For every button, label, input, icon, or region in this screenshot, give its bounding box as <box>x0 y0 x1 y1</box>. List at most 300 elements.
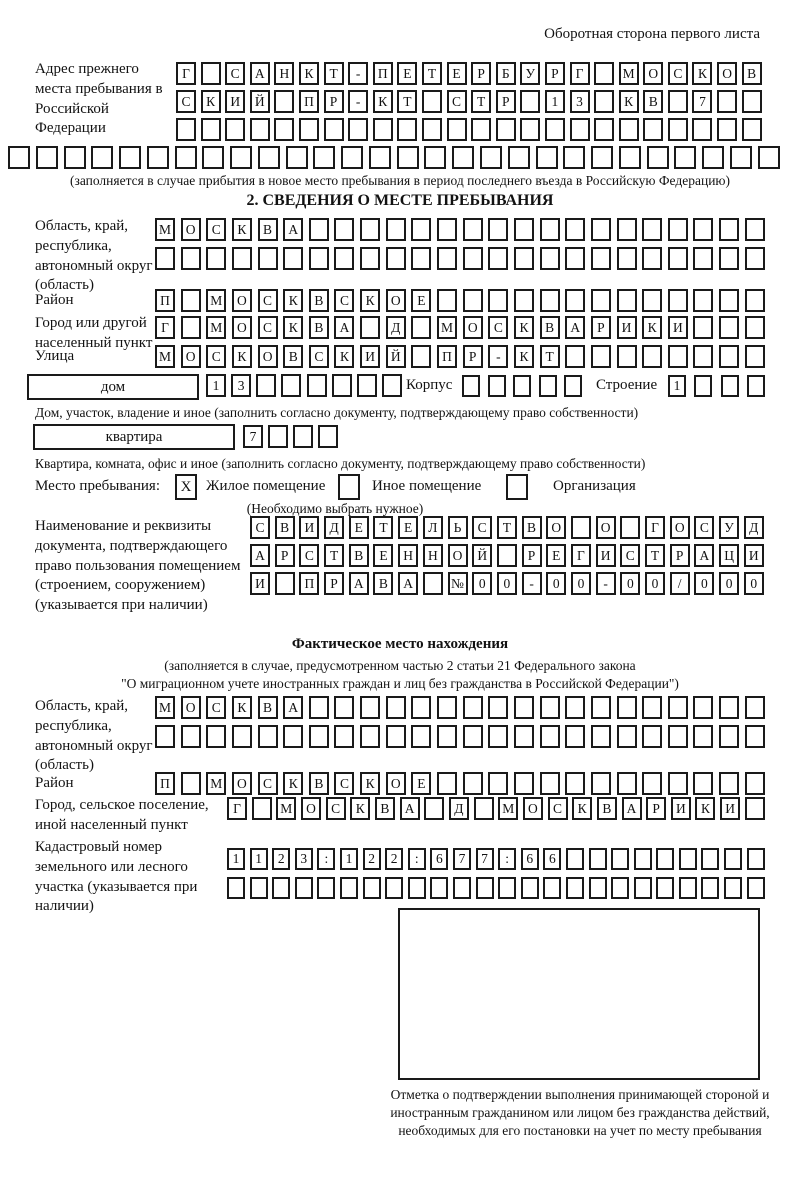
char-cell <box>474 797 494 820</box>
char-cell: 2 <box>363 848 381 870</box>
char-cell <box>268 425 288 448</box>
char-cell <box>591 345 611 368</box>
option-other-premises-label: Иное помещение <box>372 478 482 494</box>
char-cell: К <box>373 90 393 113</box>
char-cell <box>360 316 380 339</box>
char-cell <box>281 374 301 397</box>
char-cell: № <box>448 572 468 595</box>
char-cell: - <box>348 90 368 113</box>
actual-region-label: Область, край, республика, автономный округ (область) <box>35 698 153 774</box>
char-cell: К <box>514 316 534 339</box>
char-cell <box>334 247 354 270</box>
char-cell: Ц <box>719 544 739 567</box>
char-cell <box>565 345 585 368</box>
char-cell: А <box>565 316 585 339</box>
char-cell: Т <box>471 90 491 113</box>
char-cell: Е <box>349 516 369 539</box>
street-row <box>155 345 765 368</box>
checkbox-other-premises <box>338 474 360 500</box>
char-cell: 3 <box>295 848 313 870</box>
char-cell: 1 <box>545 90 565 113</box>
char-cell: Д <box>386 316 406 339</box>
char-cell <box>591 146 613 169</box>
char-cell: К <box>572 797 592 820</box>
char-cell <box>437 218 457 241</box>
char-cell: Д <box>324 516 344 539</box>
char-cell: М <box>155 696 175 719</box>
char-cell: 7 <box>243 425 263 448</box>
char-cell <box>497 544 517 567</box>
confirmation-mark-box <box>398 908 760 1080</box>
char-cell <box>437 696 457 719</box>
char-cell <box>656 877 674 899</box>
char-cell: И <box>744 544 764 567</box>
char-cell <box>463 218 483 241</box>
char-cell <box>513 375 531 397</box>
char-cell: В <box>275 516 295 539</box>
char-cell: С <box>206 218 226 241</box>
char-cell: 0 <box>546 572 566 595</box>
char-cell: И <box>720 797 740 820</box>
char-cell <box>295 877 313 899</box>
char-cell <box>719 772 739 795</box>
char-cell <box>730 146 752 169</box>
char-cell: С <box>694 516 714 539</box>
char-cell: Р <box>471 62 491 85</box>
char-cell <box>747 848 765 870</box>
prev-address-row2 <box>176 90 762 113</box>
char-cell: 0 <box>719 572 739 595</box>
char-cell <box>514 218 534 241</box>
char-cell <box>386 696 406 719</box>
char-cell: С <box>258 316 278 339</box>
char-cell: М <box>206 316 226 339</box>
char-cell <box>719 345 739 368</box>
char-cell <box>514 289 534 312</box>
char-cell <box>642 696 662 719</box>
char-cell <box>591 772 611 795</box>
char-cell <box>206 247 226 270</box>
char-cell: О <box>717 62 737 85</box>
char-cell: И <box>225 90 245 113</box>
char-cell <box>386 218 406 241</box>
char-cell <box>201 62 221 85</box>
char-cell: 7 <box>692 90 712 113</box>
char-cell <box>334 696 354 719</box>
char-cell <box>668 345 688 368</box>
char-cell <box>91 146 113 169</box>
char-cell <box>274 90 294 113</box>
char-cell: П <box>373 62 393 85</box>
char-cell <box>272 877 290 899</box>
char-cell: У <box>719 516 739 539</box>
char-cell <box>594 62 614 85</box>
char-cell <box>423 572 443 595</box>
char-cell <box>317 877 335 899</box>
region-row2 <box>155 247 765 270</box>
stay-type-label: Место пребывания: <box>35 478 160 494</box>
char-cell <box>591 289 611 312</box>
char-cell <box>611 848 629 870</box>
house-number-cells <box>206 374 402 397</box>
char-cell <box>514 772 534 795</box>
char-cell: 2 <box>272 848 290 870</box>
char-cell <box>258 725 278 748</box>
char-cell: И <box>250 572 270 595</box>
char-cell: К <box>692 62 712 85</box>
char-cell: О <box>301 797 321 820</box>
char-cell <box>745 218 765 241</box>
char-cell <box>411 316 431 339</box>
char-cell <box>758 146 780 169</box>
char-cell <box>617 696 637 719</box>
char-cell: Т <box>422 62 442 85</box>
char-cell <box>540 772 560 795</box>
char-cell <box>724 848 742 870</box>
char-cell <box>540 696 560 719</box>
char-cell <box>463 772 483 795</box>
char-cell <box>422 118 442 141</box>
char-cell <box>274 118 294 141</box>
char-cell: Н <box>423 544 443 567</box>
char-cell: К <box>360 289 380 312</box>
char-cell: К <box>201 90 221 113</box>
char-cell <box>520 118 540 141</box>
char-cell: Р <box>522 544 542 567</box>
char-cell <box>463 247 483 270</box>
char-cell <box>181 725 201 748</box>
region-row1 <box>155 218 765 241</box>
char-cell <box>8 146 30 169</box>
char-cell: Т <box>324 62 344 85</box>
char-cell <box>668 696 688 719</box>
char-cell <box>181 316 201 339</box>
char-cell <box>382 374 402 397</box>
char-cell <box>283 247 303 270</box>
char-cell <box>293 425 313 448</box>
char-cell: С <box>250 516 270 539</box>
char-cell <box>488 696 508 719</box>
apartment-box: квартира <box>33 424 235 450</box>
char-cell: Е <box>411 772 431 795</box>
char-cell <box>668 247 688 270</box>
char-cell <box>693 247 713 270</box>
char-cell <box>668 90 688 113</box>
char-cell <box>570 118 590 141</box>
char-cell: М <box>155 218 175 241</box>
char-cell <box>594 90 614 113</box>
char-cell: В <box>258 218 278 241</box>
char-cell <box>745 797 765 820</box>
char-cell <box>463 725 483 748</box>
char-cell: О <box>596 516 616 539</box>
char-cell <box>309 218 329 241</box>
char-cell <box>617 247 637 270</box>
char-cell: : <box>498 848 516 870</box>
char-cell <box>642 218 662 241</box>
char-cell <box>693 725 713 748</box>
char-cell: Р <box>670 544 690 567</box>
char-cell: П <box>155 772 175 795</box>
char-cell <box>565 218 585 241</box>
char-cell <box>411 696 431 719</box>
char-cell: В <box>643 90 663 113</box>
char-cell <box>181 247 201 270</box>
char-cell: М <box>155 345 175 368</box>
char-cell: 1 <box>668 375 686 397</box>
korpus-label: Корпус <box>406 377 453 393</box>
char-cell <box>437 772 457 795</box>
char-cell <box>324 118 344 141</box>
char-cell <box>693 772 713 795</box>
char-cell <box>693 345 713 368</box>
char-cell <box>258 146 280 169</box>
char-cell: В <box>375 797 395 820</box>
char-cell: И <box>360 345 380 368</box>
char-cell <box>619 146 641 169</box>
char-cell: М <box>619 62 639 85</box>
char-cell <box>232 725 252 748</box>
char-cell: 0 <box>472 572 492 595</box>
checkbox-organization <box>506 474 528 500</box>
char-cell: Г <box>227 797 247 820</box>
char-cell: В <box>349 544 369 567</box>
char-cell: С <box>668 62 688 85</box>
char-cell <box>496 118 516 141</box>
char-cell: - <box>596 572 616 595</box>
char-cell <box>508 146 530 169</box>
char-cell <box>360 725 380 748</box>
char-cell <box>397 146 419 169</box>
char-cell <box>521 877 539 899</box>
char-cell: : <box>317 848 335 870</box>
actual-district-row <box>155 772 765 795</box>
section2-title: 2. СВЕДЕНИЯ О МЕСТЕ ПРЕБЫВАНИЯ <box>246 192 554 209</box>
char-cell: В <box>597 797 617 820</box>
char-cell <box>488 218 508 241</box>
char-cell: / <box>670 572 690 595</box>
char-cell <box>181 289 201 312</box>
char-cell <box>692 118 712 141</box>
char-cell <box>369 146 391 169</box>
char-cell <box>256 374 276 397</box>
char-cell <box>206 725 226 748</box>
char-cell <box>422 90 442 113</box>
char-cell: С <box>299 544 319 567</box>
char-cell <box>437 725 457 748</box>
char-cell <box>721 375 739 397</box>
char-cell: Р <box>545 62 565 85</box>
char-cell <box>540 218 560 241</box>
char-cell <box>717 118 737 141</box>
char-cell <box>258 247 278 270</box>
char-cell: О <box>232 772 252 795</box>
char-cell: 1 <box>250 848 268 870</box>
char-cell: В <box>373 572 393 595</box>
char-cell <box>225 118 245 141</box>
char-cell <box>201 118 221 141</box>
char-cell <box>647 146 669 169</box>
char-cell <box>488 772 508 795</box>
char-cell <box>360 218 380 241</box>
char-cell: Р <box>324 90 344 113</box>
char-cell: Е <box>447 62 467 85</box>
char-cell <box>745 316 765 339</box>
char-cell: Р <box>646 797 666 820</box>
char-cell: М <box>498 797 518 820</box>
char-cell: С <box>206 345 226 368</box>
char-cell <box>309 247 329 270</box>
char-cell: 6 <box>521 848 539 870</box>
char-cell <box>411 725 431 748</box>
char-cell <box>437 289 457 312</box>
char-cell <box>701 877 719 899</box>
char-cell: О <box>181 218 201 241</box>
char-cell <box>545 118 565 141</box>
char-cell: В <box>283 345 303 368</box>
char-cell: 0 <box>744 572 764 595</box>
char-cell: Б <box>496 62 516 85</box>
char-cell: Е <box>373 544 393 567</box>
char-cell: О <box>546 516 566 539</box>
char-cell <box>668 772 688 795</box>
char-cell: А <box>250 544 270 567</box>
char-cell: К <box>695 797 715 820</box>
char-cell <box>745 725 765 748</box>
char-cell <box>634 877 652 899</box>
char-cell: И <box>617 316 637 339</box>
corner-note: Оборотная сторона первого листа <box>544 26 760 42</box>
prev-address-row3 <box>176 118 762 141</box>
char-cell: 0 <box>620 572 640 595</box>
char-cell <box>155 247 175 270</box>
cadastre-label: Кадастровый номер земельного или лесного участка (указывается при наличии) <box>35 839 198 915</box>
char-cell <box>155 725 175 748</box>
char-cell: Е <box>397 62 417 85</box>
char-cell <box>176 118 196 141</box>
char-cell: В <box>258 696 278 719</box>
char-cell <box>307 374 327 397</box>
cadastre-row2 <box>227 877 765 899</box>
char-cell <box>437 247 457 270</box>
char-cell <box>693 218 713 241</box>
char-cell: Н <box>398 544 418 567</box>
char-cell: - <box>348 62 368 85</box>
char-cell: С <box>206 696 226 719</box>
char-cell: 7 <box>453 848 471 870</box>
char-cell: О <box>386 772 406 795</box>
char-cell <box>250 118 270 141</box>
char-cell <box>283 725 303 748</box>
char-cell <box>520 90 540 113</box>
char-cell <box>745 247 765 270</box>
char-cell <box>286 146 308 169</box>
char-cell <box>539 375 557 397</box>
char-cell <box>488 289 508 312</box>
char-cell: П <box>299 90 319 113</box>
char-cell: П <box>299 572 319 595</box>
char-cell: С <box>258 289 278 312</box>
char-cell: Е <box>398 516 418 539</box>
char-cell <box>318 425 338 448</box>
char-cell <box>411 345 431 368</box>
char-cell: Т <box>397 90 417 113</box>
char-cell <box>565 247 585 270</box>
char-cell <box>679 848 697 870</box>
char-cell <box>642 772 662 795</box>
char-cell: И <box>671 797 691 820</box>
char-cell <box>386 725 406 748</box>
char-cell: К <box>514 345 534 368</box>
char-cell <box>719 696 739 719</box>
char-cell: Е <box>411 289 431 312</box>
char-cell: К <box>232 218 252 241</box>
char-cell: Г <box>570 62 590 85</box>
char-cell <box>617 725 637 748</box>
char-cell <box>488 725 508 748</box>
char-cell: С <box>488 316 508 339</box>
char-cell <box>719 725 739 748</box>
house-box: дом <box>27 374 199 400</box>
char-cell <box>498 877 516 899</box>
char-cell <box>232 247 252 270</box>
char-cell <box>745 289 765 312</box>
char-cell: : <box>408 848 426 870</box>
char-cell: Г <box>176 62 196 85</box>
char-cell <box>642 247 662 270</box>
char-cell: - <box>488 345 508 368</box>
char-cell: С <box>447 90 467 113</box>
char-cell <box>363 877 381 899</box>
char-cell: И <box>299 516 319 539</box>
char-cell <box>694 375 712 397</box>
char-cell <box>275 572 295 595</box>
char-cell <box>566 877 584 899</box>
char-cell: 0 <box>645 572 665 595</box>
char-cell <box>386 247 406 270</box>
char-cell <box>693 696 713 719</box>
char-cell: К <box>334 345 354 368</box>
char-cell: С <box>548 797 568 820</box>
char-cell <box>719 289 739 312</box>
char-cell <box>476 877 494 899</box>
actual-city-label: Город, сельское поселение, иной населенный пункт <box>35 797 209 833</box>
char-cell <box>642 725 662 748</box>
cadastre-row1 <box>227 848 765 870</box>
char-cell <box>309 696 329 719</box>
char-cell <box>589 877 607 899</box>
char-cell <box>566 848 584 870</box>
char-cell: П <box>155 289 175 312</box>
char-cell: В <box>309 316 329 339</box>
char-cell <box>668 218 688 241</box>
char-cell: 7 <box>476 848 494 870</box>
char-cell <box>543 877 561 899</box>
char-cell: Р <box>591 316 611 339</box>
char-cell: Ь <box>448 516 468 539</box>
char-cell: 3 <box>231 374 251 397</box>
char-cell <box>357 374 377 397</box>
char-cell: А <box>250 62 270 85</box>
char-cell: Р <box>275 544 295 567</box>
char-cell: Д <box>449 797 469 820</box>
char-cell: К <box>232 345 252 368</box>
char-cell: 3 <box>570 90 590 113</box>
char-cell: О <box>448 544 468 567</box>
char-cell <box>250 877 268 899</box>
document-row3 <box>250 572 764 595</box>
char-cell: С <box>334 289 354 312</box>
